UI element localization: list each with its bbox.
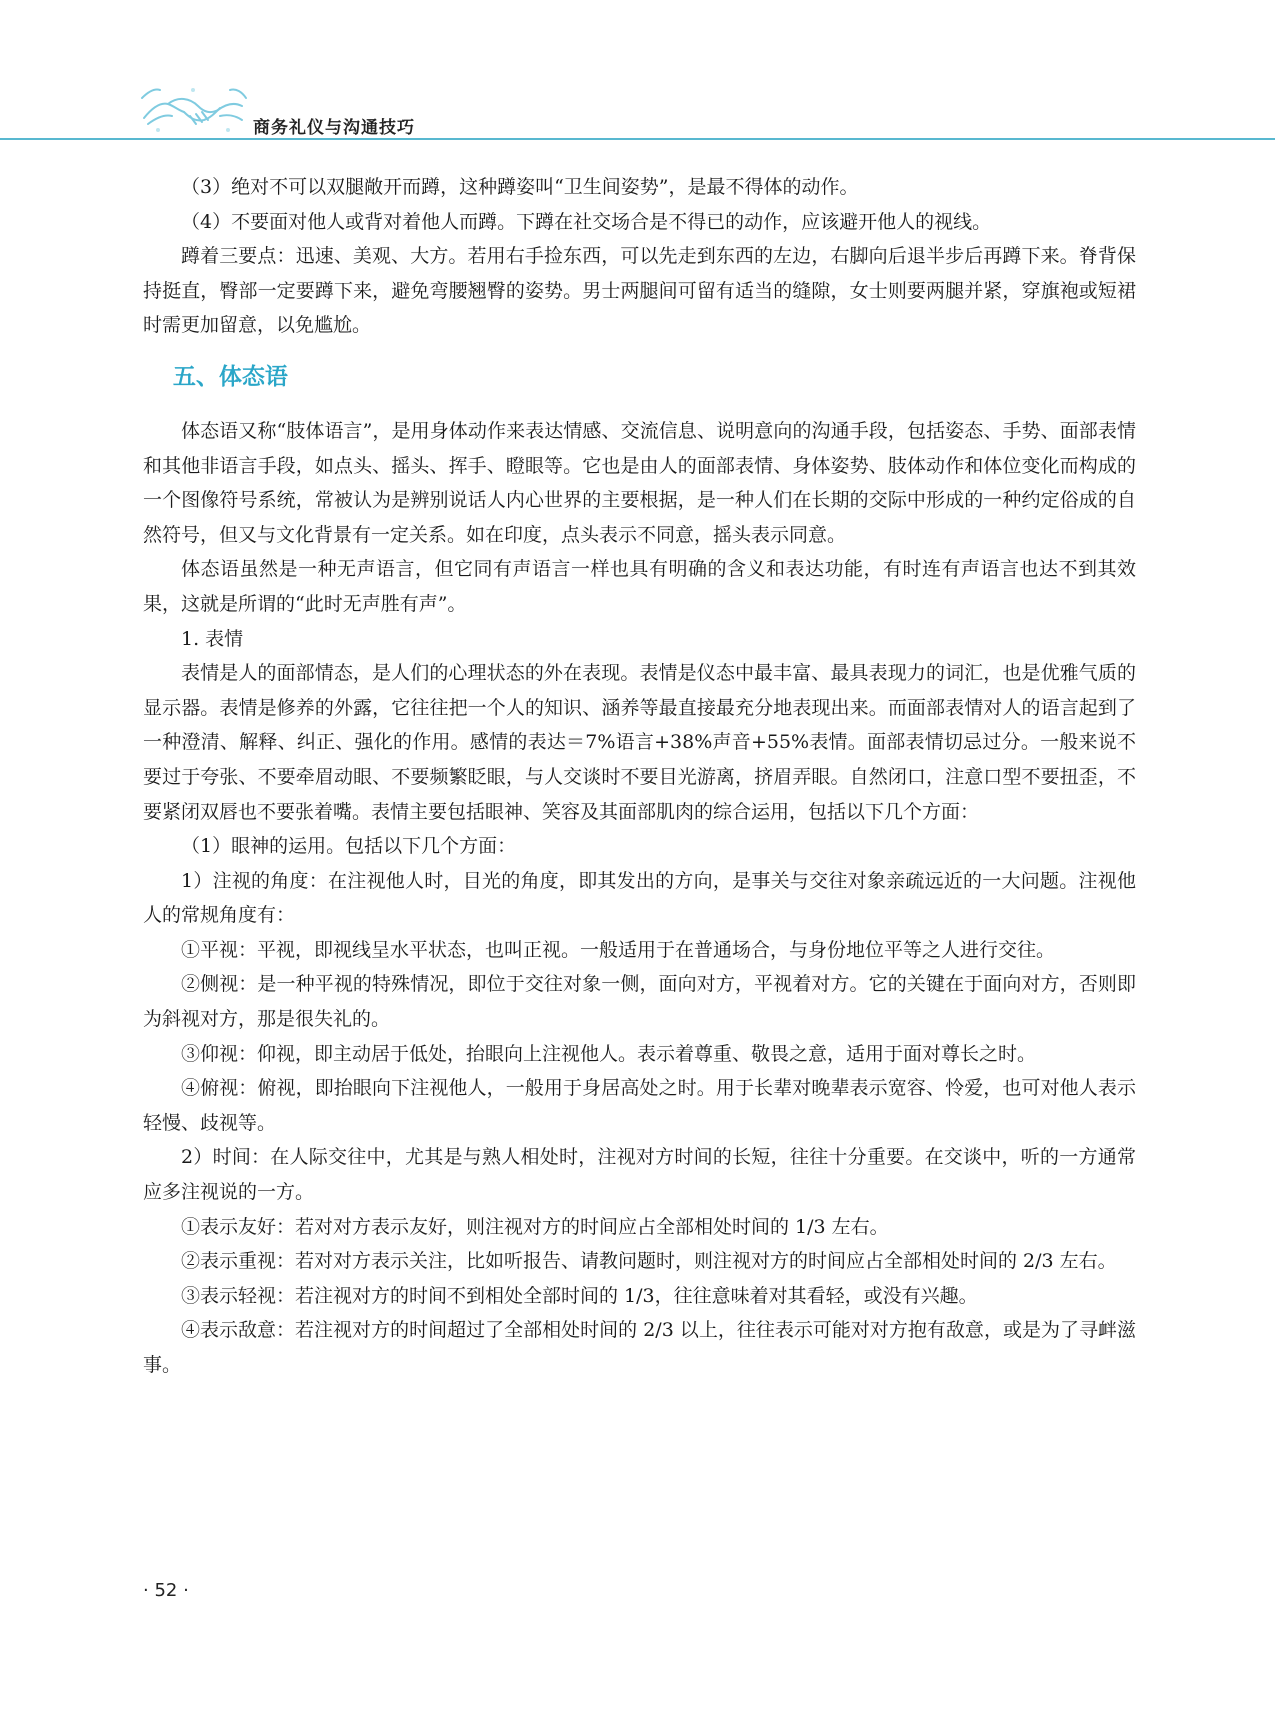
list-item: ③仰视：仰视，即主动居于低处，抬眼向上注视他人。表示着尊重、敬畏之意，适用于面对尊长之时。 (181, 1042, 1037, 1065)
header-divider (0, 138, 1275, 140)
list-item: ④俯视：俯视，即抬眼向下注视他人，一般用于身居高处之时。用于长辈对晚辈表示宽容、怜爱，也可对他人表示轻慢、歧视等。 (143, 1077, 1136, 1134)
paragraph: （1）眼神的运用。包括以下几个方面： (181, 835, 517, 858)
list-item: ①表示友好：若对对方表示友好，则注视对方的时间应占全部相处时间的 1/3 左右。 (181, 1215, 889, 1238)
list-item: ①平视：平视，即视线呈水平状态，也叫正视。一般适用于在普通场合，与身份地位平等之人进行交往。 (181, 938, 1056, 961)
page-header (0, 70, 1275, 150)
book-title: 商务礼仪与沟通技巧 (253, 118, 415, 138)
page-number: · 52 · (143, 1580, 189, 1601)
section-heading: 五、体态语 (172, 363, 288, 390)
paragraph: 表情是人的面部情态，是人们的心理状态的外在表现。表情是仪态中最丰富、最具表现力的词汇，也是优雅气质的显示器。表情是修养的外露，它往往把一个人的知识、涵养等最直接最充分地表现出来。而面部表情对人的语言起到了一种澄清、解释、纠正、强化的作用。感情的表达＝7%语言+38%声音+55%表情。面部表情切忌过分。一般来说不要过于夸张、不要牵眉动眼、不要频繁眨眼，与人交谈时不要目光游离，挤眉弄眼。自然闭口，注意口型不要扭歪，不要紧闭双唇也不要张着嘴。表情主要包括眼神、笑容及其面部肌肉的综合运用，包括以下几个方面： (143, 662, 1136, 823)
paragraph: 2）时间：在人际交往中，尤其是与熟人相处时，注视对方时间的长短，往往十分重要。在交谈中，听的一方通常应多注视说的一方。 (143, 1146, 1136, 1204)
list-item: ②侧视：是一种平视的特殊情况，即位于交往对象一侧，面向对方，平视着对方。它的关键在于面向对方，否则即为斜视对方，那是很失礼的。 (143, 973, 1136, 1031)
paragraph: 体态语又称“肢体语言”，是用身体动作来表达情感、交流信息、说明意向的沟通手段，包括姿态、手势、面部表情和其他非语言手段，如点头、摇头、挥手、瞪眼等。它也是由人的面部表情、身体姿势、肢体动作和体位变化而构成的一个图像符号系统，常被认为是辨别说话人内心世界的主要根据，是一种人们在长期的交际中形成的一种约定俗成的自然符号，但又与文化背景有一定关系。如在印度，点头表示不同意，摇头表示同意。 (143, 419, 1136, 546)
paragraph: （3）绝对不可以双腿敞开而蹲，这种蹲姿叫“卫生间姿势”，是最不得体的动作。 (181, 176, 859, 198)
handshake-icon (138, 78, 248, 140)
page-body (143, 170, 1136, 1383)
paragraph: （4）不要面对他人或背对着他人而蹲。下蹲在社交场合是不得已的动作，应该避开他人的视线。 (181, 210, 992, 233)
subsection-title: 1. 表情 (181, 627, 244, 650)
list-item: ④表示敌意：若注视对方的时间超过了全部相处时间的 2/3 以上，往往表示可能对对方抱有敌意，或是为了寻衅滋事。 (143, 1319, 1136, 1376)
paragraph: 蹲着三要点：迅速、美观、大方。若用右手捡东西，可以先走到东西的左边，右脚向后退半步后再蹲下来。脊背保持挺直，臀部一定要蹲下来，避免弯腰翘臀的姿势。男士两腿间可留有适当的缝隙，女士则要两腿并紧，穿旗袍或短裙时需更加留意，以免尴尬。 (143, 245, 1136, 337)
paragraph: 体态语虽然是一种无声语言，但它同有声语言一样也具有明确的含义和表达功能，有时连有声语言也达不到其效果，这就是所谓的“此时无声胜有声”。 (143, 558, 1136, 615)
list-item: ③表示轻视：若注视对方的时间不到相处全部时间的 1/3，往往意味着对其看轻，或没有兴趣。 (181, 1284, 978, 1307)
list-item: ②表示重视：若对对方表示关注，比如听报告、请教问题时，则注视对方的时间应占全部相处时间的 2/3 左右。 (181, 1250, 1117, 1273)
paragraph: 1）注视的角度：在注视他人时，目光的角度，即其发出的方向，是事关与交往对象亲疏远近的一大问题。注视他人的常规角度有： (143, 869, 1136, 927)
